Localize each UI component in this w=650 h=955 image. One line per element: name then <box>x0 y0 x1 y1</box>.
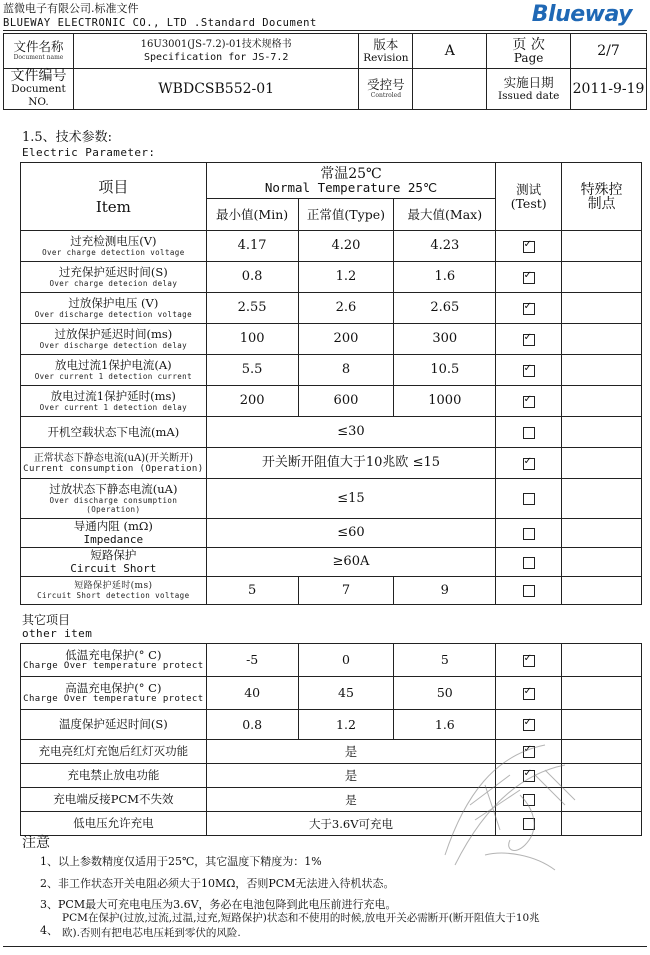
test-checkbox[interactable] <box>523 770 535 782</box>
test-header: 测试 (Test) <box>496 163 562 231</box>
test-checkbox[interactable] <box>523 655 535 667</box>
table-row: 导通内阻 (mΩ) Impedance ≤60 <box>21 519 642 548</box>
page-value: 2/7 <box>571 34 647 69</box>
note-2: 2、非工作状态开关电阻必须大于10MΩ，否则PCM无法进入待机状态。 <box>40 877 395 890</box>
test-checkbox[interactable] <box>523 458 535 470</box>
test-checkbox[interactable] <box>523 719 535 731</box>
test-checkbox[interactable] <box>523 746 535 758</box>
table-row: 放电过流1保护延时(ms) Over current 1 detection delay 200 600 1000 ✓ <box>21 386 642 417</box>
revision-label: 版本 Revision <box>359 34 413 69</box>
controlled-value <box>413 69 487 110</box>
electric-parameter-table <box>20 162 642 605</box>
table-row: 过放保护延迟时间(ms) Over discharge detection delay 100 200 300 ✓ <box>21 324 642 355</box>
bottom-divider <box>3 946 647 947</box>
table-row: 充电端反接PCM不失效 是 <box>21 788 642 812</box>
test-checkbox[interactable] <box>523 303 535 315</box>
test-checkbox[interactable] <box>523 365 535 377</box>
note-3: 3、PCM最大可充电电压为3.6V，务必在电池包降到此电压前进行充电。 <box>40 898 397 911</box>
note-4-number: 4、 <box>40 924 58 937</box>
test-checkbox[interactable] <box>523 493 535 505</box>
page-label: 页 次 Page <box>487 34 571 69</box>
table-row: 过放保护电压 (V) Over discharge detection voltage 2.55 2.6 2.65 ✓ <box>21 293 642 324</box>
revision-value: A <box>413 34 487 69</box>
table-row: 过充检测电压(V) Over charge detection voltage 4.17 4.20 4.23 ✓ <box>21 231 642 262</box>
test-checkbox[interactable] <box>523 272 535 284</box>
section-title: 1.5、技术参数: <box>22 130 113 145</box>
doc-name-label: 文件名称 Document name <box>4 34 74 69</box>
company-name-cn: 蓝微电子有限公司.标准文件 <box>3 2 139 15</box>
test-checkbox[interactable] <box>523 818 535 830</box>
other-items-title: 其它项目 <box>22 613 71 627</box>
company-name-en: BLUEWAY ELECTRONIC CO., LTD .Standard Document <box>3 17 317 29</box>
table-row: 短路保护延时(ms) Circuit Short detection voltage 5 7 9 <box>21 577 642 605</box>
test-checkbox[interactable] <box>523 794 535 806</box>
issued-label: 实施日期 Issued date <box>487 69 571 110</box>
other-items-table <box>20 643 642 836</box>
table-row: 低电压允许充电 大于3.6V可充电 <box>21 812 642 836</box>
typ-header: 正常值(Type) <box>298 199 394 231</box>
doc-no-label: 文件编号 Document NO. <box>4 69 74 110</box>
table-row: 放电过流1保护电流(A) Over current 1 detection current 5.5 8 10.5 ✓ <box>21 355 642 386</box>
note-1: 1、以上参数精度仅适用于25℃，其它温度下精度为：1% <box>40 855 322 868</box>
temperature-header: 常温25℃ Normal Temperature 25℃ <box>206 163 496 199</box>
item-header: 项目 Item <box>21 163 207 231</box>
test-checkbox[interactable] <box>523 427 535 439</box>
document-info-table <box>3 33 647 110</box>
notes-title: 注意 <box>22 835 50 851</box>
test-checkbox[interactable] <box>523 688 535 700</box>
test-checkbox[interactable] <box>523 241 535 253</box>
test-checkbox[interactable] <box>523 528 535 540</box>
table-row: 低温充电保护(° C) Charge Over temperature protect -5 0 5 ✓ <box>21 644 642 677</box>
test-checkbox[interactable] <box>523 334 535 346</box>
other-items-subtitle: other item <box>22 627 93 640</box>
section-subtitle: Electric Parameter: <box>22 146 156 159</box>
special-control-header: 特殊控 制点 <box>562 163 642 231</box>
note-4-line-2: 欧).否则有把电芯电压耗到零伏的风险. <box>62 927 241 939</box>
doc-no-value: WBDCSB552-01 <box>73 69 358 110</box>
note-4-line-1: PCM在保护(过放,过流,过温,过充,短路保护)状态和不使用的时候,放电开关必需断开(断开阻值大于10兆 <box>62 912 540 924</box>
max-header: 最大值(Max) <box>394 199 496 231</box>
table-row: 高温充电保护(° C) Charge Over temperature protect 40 45 50 ✓ <box>21 677 642 710</box>
company-header <box>3 2 317 30</box>
table-row: 过充保护延迟时间(S) Over charge detecion delay 0.8 1.2 1.6 ✓ <box>21 262 642 293</box>
table-row: 充电亮红灯充饱后红灯灭功能 是 ✓ <box>21 740 642 764</box>
doc-name-value: 16U3001(JS-7.2)-01技术规格书 Specification for JS-7.2 <box>73 34 358 69</box>
blueway-logo: Blueway <box>531 2 632 27</box>
table-row: 开机空载状态下电流(mA) ≤30 <box>21 417 642 448</box>
issued-value: 2011-9-19 <box>571 69 647 110</box>
test-checkbox[interactable] <box>523 396 535 408</box>
table-row: 充电禁止放电功能 是 ✓ <box>21 764 642 788</box>
top-divider <box>3 30 647 31</box>
table-row: 温度保护延迟时间(S) 0.8 1.2 1.6 ✓ <box>21 710 642 740</box>
table-row: 正常状态下静态电流(uA)(开关断开) Current consumption (Operation) 开关断开阻值大于10兆欧 ≤15 ✓ <box>21 448 642 479</box>
table-row: 短路保护 Circuit Short ≥60A <box>21 548 642 577</box>
min-header: 最小值(Min) <box>206 199 298 231</box>
test-checkbox[interactable] <box>523 557 535 569</box>
table-row: 过放状态下静态电流(uA) Over discharge consumption (Operation) ≤15 <box>21 479 642 519</box>
test-checkbox[interactable] <box>523 585 535 597</box>
controlled-label: 受控号 Controled <box>359 69 413 110</box>
